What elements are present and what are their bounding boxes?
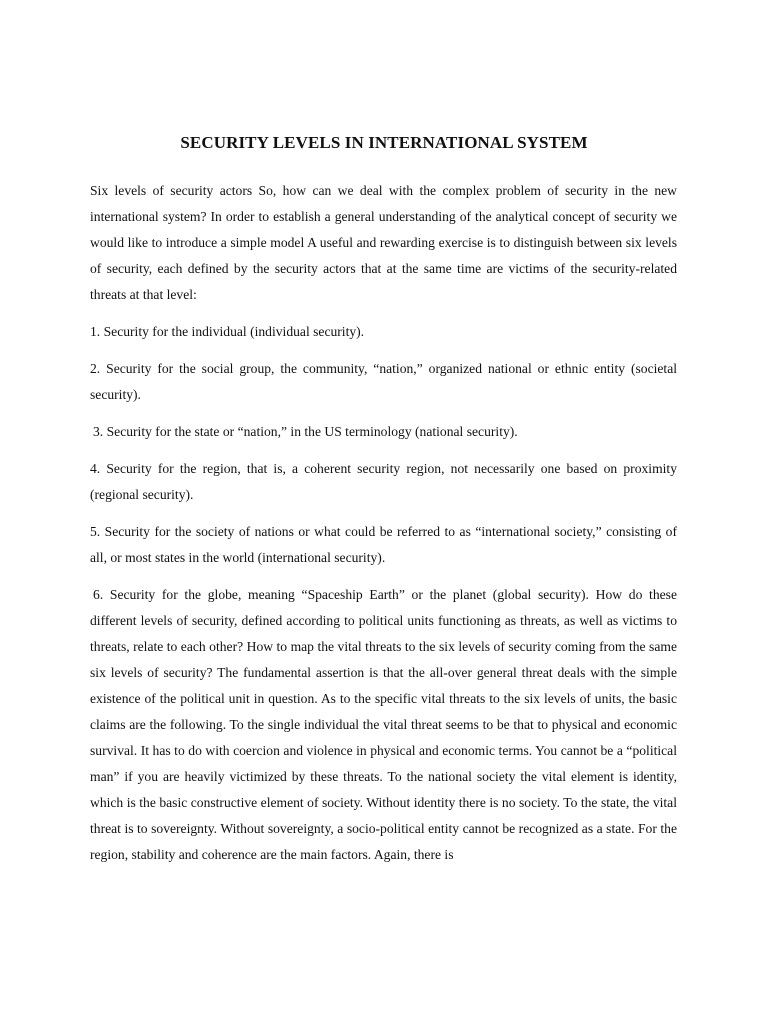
list-item-international-security: 5. Security for the society of nations or what could be referred to as “international society,” consisting of all, or most states in the world (international security). [90,524,677,565]
document-body [90,178,677,868]
list-item-national-security: 3. Security for the state or “nation,” in the US terminology (national security). [93,424,518,439]
list-item-global-security: 6. Security for the globe, meaning “Spaceship Earth” or the planet (global security). How do these different levels of security, defined according to political units functioning as threats, as well as victims to threats, relate to each other? How to map the vital threats to the six levels of security coming from the same six levels of security? The fundamental assertion is that the all-over general threat deals with the simple existence of the political unit in question. As to the specific vital threats to the six levels of units, the basic claims are the following. To the single individual the vital threat seems to be that to physical and economic survival. It has to do with coercion and violence in physical and economic terms. You cannot be a “political man” if you are heavily victimized by these threats. To the national society the vital element is identity, which is the basic constructive element of society. Without identity there is no society. To the state, the vital threat is to sovereignty. Without sovereignty, a socio-political entity cannot be recognized as a state. For the region, stability and coherence are the main factors. Again, there is [90,587,677,862]
intro-paragraph: Six levels of security actors So, how can we deal with the complex problem of security in the new international system? In order to establish a general understanding of the analytical concept of security we would like to introduce a simple model A useful and rewarding exercise is to distinguish between six levels of security, each defined by the security actors that at the same time are victims of the security-related threats at that level: [90,183,677,302]
list-item-individual-security: 1. Security for the individual (individual security). [90,324,365,339]
list-item-societal-security: 2. Security for the social group, the community, “nation,” organized national or ethnic entity (societal security). [90,361,677,402]
list-item-regional-security: 4. Security for the region, that is, a coherent security region, not necessarily one based on proximity (regional security). [90,461,677,502]
document-title: SECURITY LEVELS IN INTERNATIONAL SYSTEM [180,133,588,152]
